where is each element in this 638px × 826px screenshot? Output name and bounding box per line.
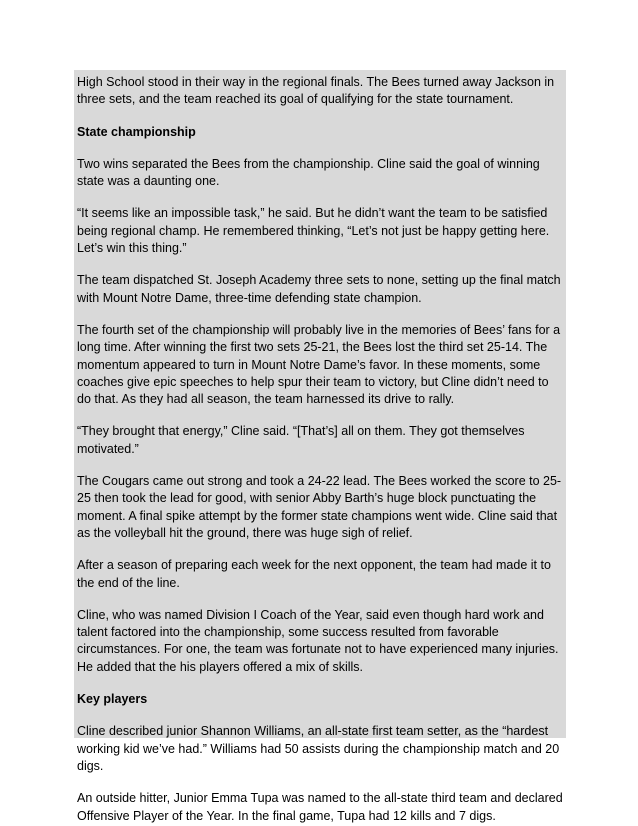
heading-key-players: Key players bbox=[77, 692, 148, 707]
paragraph-impossible-task-quote: “It seems like an impossible task,” he said. But he didn’t want the team to be satisfied being regional champ. He remembered thinking, “Let’s not just be happy getting here. Let’s win this thing.” bbox=[77, 206, 550, 256]
heading-state-championship: State championship bbox=[77, 124, 196, 139]
paragraph-fourth-set: The fourth set of the championship will probably live in the memories of Bees’ fans for a long time. After winning the first two sets 25-21, the Bees lost the third set 25-14. The momentum appeared to turn in Mount Notre Dame’s favor. In these moments, some coaches give epic speeches to help spur their team to victory, but Cline didn’t need to do that. As they had all season, the team harnessed its drive to rally. bbox=[77, 322, 561, 407]
article-text-block bbox=[74, 70, 566, 823]
paragraph-cougars-lead: The Cougars came out strong and took a 24-22 lead. The Bees worked the score to 25-25 then took the lead for good, with senior Abby Barth’s huge block punctuating the moment. A final spike attempt by the former state champions went wide. Cline said that as the volleyball hit the ground, there was huge sigh of relief. bbox=[77, 474, 562, 540]
paragraph-two-wins: Two wins separated the Bees from the championship. Cline said the goal of winning state was a daunting one. bbox=[77, 156, 540, 189]
paragraph-shannon-williams: Cline described junior Shannon Williams, an all-state first team setter, as the “hardest working kid we’ve had.” Williams had 50 assists during the championship match and 20 digs. bbox=[77, 724, 560, 773]
paragraph-end-of-line: After a season of preparing each week for the next opponent, the team had made it to the end of the line. bbox=[77, 558, 551, 590]
paragraph-coach-of-year: Cline, who was named Division I Coach of the Year, said even though hard work and talent factored into the championship, some success resulted from favorable circumstances. For one, the team was fortunate not to have experienced many injuries. He added that the his players offered a mix of skills. bbox=[77, 607, 559, 674]
paragraph-energy-quote: “They brought that energy,” Cline said. “[That’s] all on them. They got themselves motivated.” bbox=[77, 424, 525, 456]
paragraph-emma-tupa: An outside hitter, Junior Emma Tupa was named to the all-state third team and declared Offensive Player of the Year. In the final game, Tupa had 12 kills and 7 digs. bbox=[77, 791, 563, 823]
paragraph-st-joseph: The team dispatched St. Joseph Academy three sets to none, setting up the final match with Mount Notre Dame, three-time defending state champion. bbox=[77, 273, 561, 305]
paragraph-regional-finals: High School stood in their way in the regional finals. The Bees turned away Jackson in three sets, and the team reached its goal of qualifying for the state tournament. bbox=[77, 75, 555, 107]
